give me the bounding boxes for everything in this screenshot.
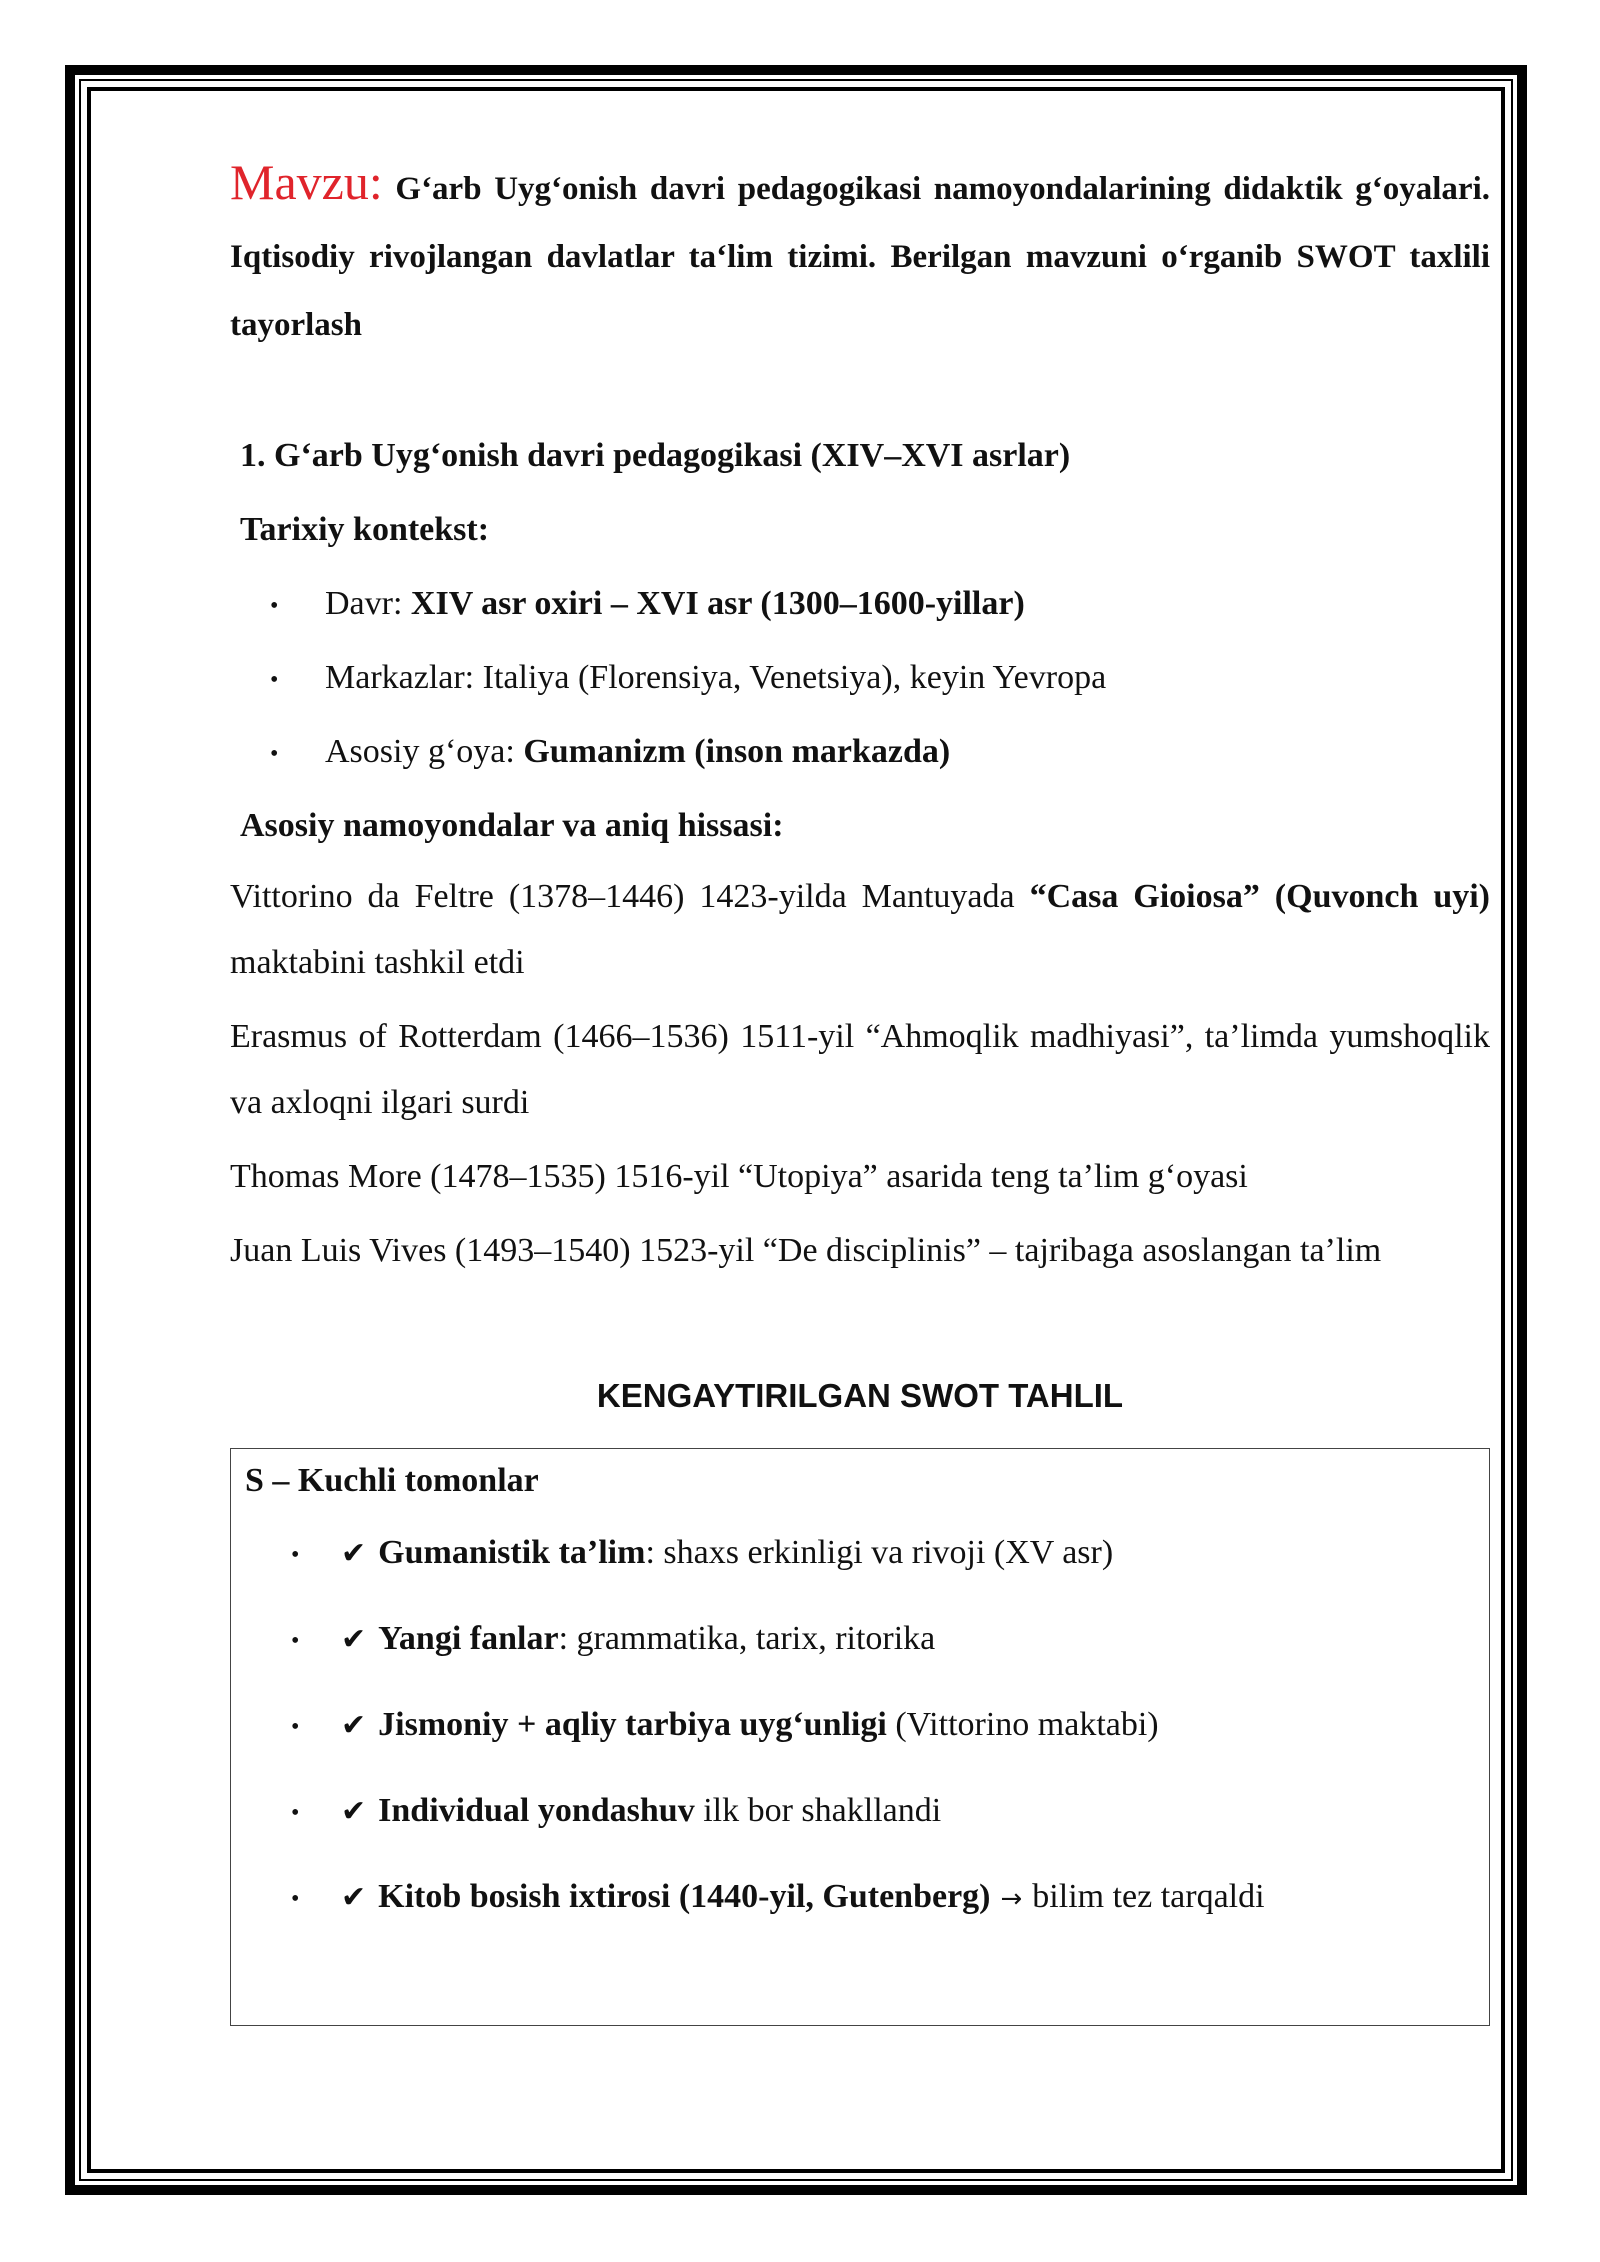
swot-item — [291, 1531, 1113, 1577]
swot-item-bold: Kitob bosish ixtirosi (1440-yil, Gutenberg) — [378, 1878, 991, 1915]
context-item-period — [270, 584, 1025, 626]
bullet-icon: • — [270, 593, 279, 620]
figure-text: Erasmus of Rotterdam (1466–1536) 1511-yil “Ahmoqlik madhiyasi”, ta’limda yumshoqlik va axloqni ilgari surdi — [230, 1018, 1490, 1121]
context-item-idea — [270, 732, 950, 774]
swot-heading: KENGAYTIRILGAN SWOT TAHLIL — [596, 1377, 1124, 1414]
swot-item-text: bilim tez tarqaldi — [1032, 1878, 1265, 1915]
swot-box-title: S – Kuchli tomonlar — [245, 1462, 539, 1499]
figure-text: Juan Luis Vives (1493–1540) 1523-yil “De disciplinis” – tajribaga asoslangan ta’lim — [230, 1232, 1382, 1269]
swot-item-text: ilk bor shakllandi — [694, 1792, 942, 1829]
swot-item — [291, 1703, 1159, 1749]
topic-label: Mavzu: — [230, 154, 383, 210]
figures-heading: Asosiy namoyondalar va aniq hissasi: — [240, 807, 784, 844]
bullet-icon: • — [291, 1628, 300, 1655]
bullet-icon: • — [270, 741, 279, 768]
arrow-right-icon: → — [1000, 1884, 1023, 1914]
check-icon: ✔ — [341, 1622, 367, 1657]
swot-item-bold: Yangi fanlar — [378, 1620, 559, 1657]
swot-item-text: : shaxs erkinligi va rivoji (XV asr) — [645, 1534, 1114, 1571]
check-icon: ✔ — [341, 1794, 367, 1829]
topic-title — [230, 148, 1490, 359]
context-item-centers — [270, 658, 1106, 700]
section-heading: 1. G‘arb Uyg‘onish davri pedagogikasi (XIV–XVI asrlar) — [240, 437, 1071, 474]
swot-item-bold: Jismoniy + aqliy tarbiya uyg‘unligi — [378, 1706, 887, 1743]
topic-text: G‘arb Uyg‘onish davri pedagogikasi namoyondalarining didaktik g‘oyalari. Iqtisodiy rivojlangan davlatlar ta‘lim tizimi. Berilgan mavzuni o‘rganib SWOT taxlili tayorlash — [230, 171, 1490, 343]
swot-item-text: (Vittorino maktabi) — [886, 1706, 1159, 1743]
figure-vittorino — [230, 864, 1490, 996]
swot-item-bold: Individual yondashuv — [378, 1792, 695, 1829]
context-item-value: Gumanizm (inson markazda) — [523, 733, 951, 770]
bullet-icon: • — [270, 667, 279, 694]
swot-item — [291, 1617, 935, 1663]
document-body — [230, 148, 1491, 1915]
context-item-value: XIV asr oxiri – XVI asr (1300–1600-yillar) — [410, 585, 1025, 622]
figure-text-end: maktabini tashkil etdi — [230, 944, 525, 981]
swot-item — [291, 1789, 941, 1835]
check-icon: ✔ — [341, 1536, 367, 1571]
figure-erasmus — [230, 1004, 1490, 1136]
swot-item-bold: Gumanistik ta’lim — [378, 1534, 646, 1571]
bullet-icon: • — [291, 1542, 300, 1569]
figure-text: Vittorino da Feltre (1378–1446) 1423-yilda Mantuyada — [230, 878, 1030, 915]
bullet-icon: • — [291, 1886, 300, 1913]
context-item-label: Davr: — [325, 585, 411, 622]
bullet-icon: • — [291, 1800, 300, 1827]
swot-strengths-box — [230, 1448, 1490, 2026]
figure-vives — [230, 1218, 1490, 1284]
swot-item-text: : grammatika, tarix, ritorika — [558, 1620, 936, 1657]
context-item-label: Markazlar: Italiya (Florensiya, Venetsiya), keyin Yevropa — [325, 659, 1107, 696]
figure-more — [230, 1144, 1490, 1210]
figure-bold-text: “Casa Gioiosa” (Quvonch uyi) — [1029, 878, 1491, 915]
swot-item — [291, 1875, 1265, 1921]
bullet-icon: • — [291, 1714, 300, 1741]
context-heading: Tarixiy kontekst: — [240, 511, 490, 548]
figure-text: Thomas More (1478–1535) 1516-yil “Utopiya” asarida teng ta’lim g‘oyasi — [230, 1158, 1248, 1195]
context-item-label: Asosiy g‘oya: — [325, 733, 524, 770]
check-icon: ✔ — [341, 1880, 367, 1915]
check-icon: ✔ — [341, 1708, 367, 1743]
